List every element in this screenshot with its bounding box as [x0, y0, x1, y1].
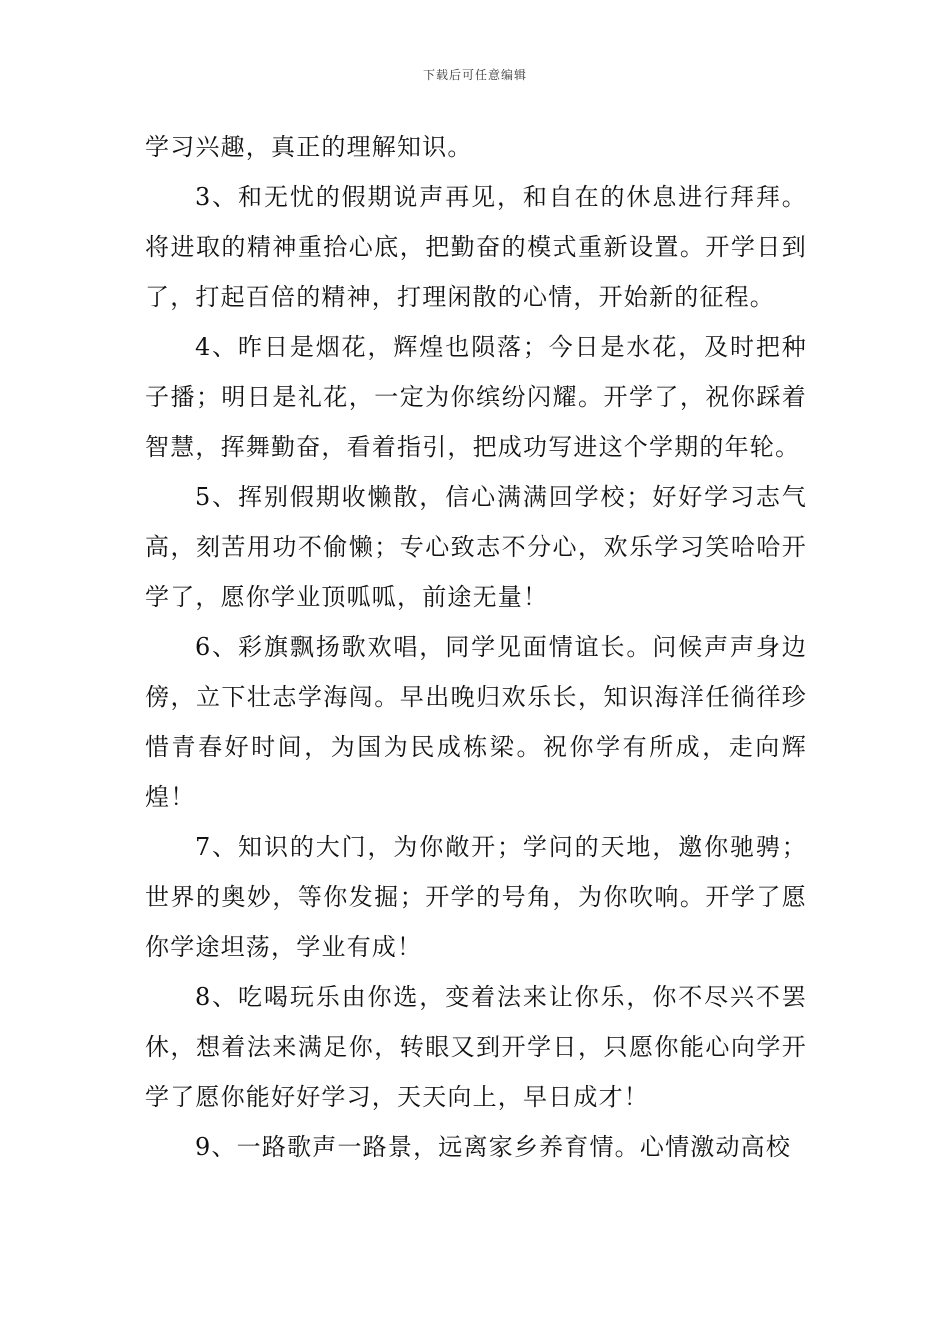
paragraph: 学习兴趣，真正的理解知识。	[145, 133, 473, 161]
paragraph: 6、彩旗飘扬歌欢唱，同学见面情谊长。问候声声身边傍，立下壮志学海闯。早出晚归欢乐长，知识海洋任徜徉珍惜青春好时间，为国为民成栋梁。祝你学有所成，走向辉煌！	[145, 633, 807, 811]
paragraph: 9、一路歌声一路景，远离家乡养育情。心情激动高校	[195, 1133, 792, 1161]
page-header: 下载后可任意编辑	[422, 68, 527, 82]
document-body	[145, 122, 807, 1172]
paragraph: 8、吃喝玩乐由你选，变着法来让你乐，你不尽兴不罢休，想着法来满足你，转眼又到开学日，只愿你能心向学开学了愿你能好好学习，天天向上，早日成才！	[145, 983, 807, 1111]
paragraph: 7、知识的大门，为你敞开；学问的天地，邀你驰骋；世界的奥妙，等你发掘；开学的号角，为你吹响。开学了愿你学途坦荡，学业有成！	[145, 833, 807, 961]
paragraph: 4、昨日是烟花，辉煌也陨落；今日是水花，及时把种子播；明日是礼花，一定为你缤纷闪耀。开学了，祝你踩着智慧，挥舞勤奋，看着指引，把成功写进这个学期的年轮。	[145, 333, 807, 461]
paragraph: 3、和无忧的假期说声再见，和自在的休息进行拜拜。将进取的精神重拾心底，把勤奋的模式重新设置。开学日到了，打起百倍的精神，打理闲散的心情，开始新的征程。	[145, 183, 807, 311]
paragraph: 5、挥别假期收懒散，信心满满回学校；好好学习志气高，刻苦用功不偷懒；专心致志不分心，欢乐学习笑哈哈开学了，愿你学业顶呱呱，前途无量！	[145, 483, 807, 611]
